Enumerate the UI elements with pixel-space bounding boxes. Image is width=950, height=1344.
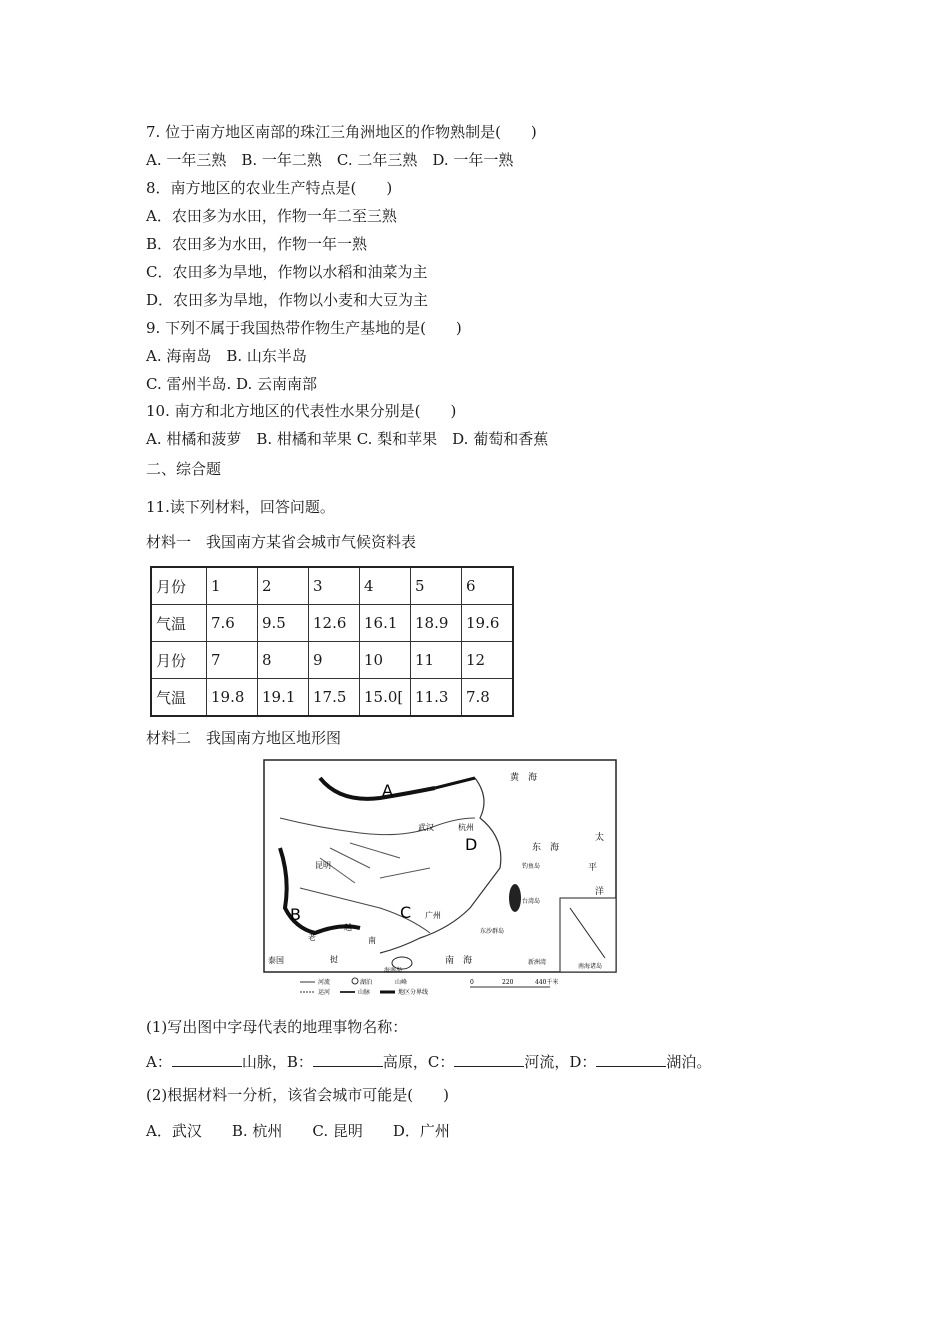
table-cell: 7 bbox=[207, 642, 258, 679]
q10-options: A. 柑橘和菠萝 B. 柑橘和苹果 C. 梨和苹果 D. 葡萄和香蕉 bbox=[146, 430, 549, 448]
place-label: 海南岛 bbox=[384, 967, 403, 974]
table-cell: 8 bbox=[258, 642, 309, 679]
map-letter-c: C bbox=[400, 903, 412, 922]
q10-stem: 10. 南方和北方地区的代表性水果分别是( ) bbox=[146, 402, 457, 420]
sea-label: 黄 海 bbox=[510, 773, 538, 783]
sea-label: 南 海 bbox=[445, 956, 473, 966]
answer-blank-b[interactable] bbox=[313, 1050, 383, 1067]
q8-option-c: C．农田多为旱地，作物以水稻和油菜为主 bbox=[146, 263, 428, 281]
label-c-suffix: 河流，D： bbox=[524, 1053, 597, 1071]
q7-options: A. 一年三熟 B. 一年二熟 C. 二年三熟 D. 一年一熟 bbox=[146, 151, 514, 169]
q8-stem: 8．南方地区的农业生产特点是( ) bbox=[146, 179, 393, 197]
sea-label: 太 bbox=[595, 833, 605, 843]
table-cell: 9 bbox=[309, 642, 360, 679]
table-row bbox=[151, 605, 513, 642]
place-label: 南海诸岛 bbox=[578, 963, 603, 970]
place-label: 武汉 bbox=[418, 823, 434, 832]
table-cell: 11 bbox=[411, 642, 462, 679]
table-cell: 月份 bbox=[151, 642, 207, 679]
q7-stem: 7. 位于南方地区南部的珠江三角洲地区的作物熟制是( ) bbox=[146, 123, 537, 141]
table-cell: 月份 bbox=[151, 567, 207, 605]
answer-blank-c[interactable] bbox=[454, 1050, 524, 1067]
q11-stem: 11.读下列材料，回答问题。 bbox=[146, 498, 335, 516]
sub2-stem: (2)根据材料一分析，该省会城市可能是( ) bbox=[146, 1086, 449, 1104]
place-label: 昆明 bbox=[315, 861, 331, 870]
taiwan-island bbox=[509, 884, 521, 912]
label-d-suffix: 湖泊。 bbox=[666, 1053, 712, 1071]
sub2-options: A．武汉 B. 杭州 C. 昆明 D．广州 bbox=[146, 1122, 450, 1140]
table-cell: 18.9 bbox=[411, 605, 462, 642]
table-cell: 4 bbox=[360, 567, 411, 605]
q8-option-d: D．农田多为旱地，作物以小麦和大豆为主 bbox=[146, 291, 429, 309]
sea-label: 东 海 bbox=[532, 843, 560, 853]
place-label: 挝 bbox=[330, 955, 338, 964]
place-label: 台湾岛 bbox=[522, 898, 541, 905]
table-cell: 6 bbox=[462, 567, 514, 605]
table-cell: 19.1 bbox=[258, 679, 309, 717]
place-label: 广州 bbox=[425, 911, 441, 920]
table-cell: 2 bbox=[258, 567, 309, 605]
q9-options-ab: A. 海南岛 B. 山东半岛 bbox=[146, 347, 307, 365]
table-cell: 气温 bbox=[151, 605, 207, 642]
map-letter-d: D bbox=[465, 835, 478, 854]
table-cell: 3 bbox=[309, 567, 360, 605]
section-title: 二、综合题 bbox=[146, 460, 222, 478]
material1-caption: 材料一 我国南方某省会城市气候资料表 bbox=[146, 533, 417, 551]
table-cell: 17.5 bbox=[309, 679, 360, 717]
map-letter-b: B bbox=[290, 905, 301, 924]
sea-label: 平 bbox=[588, 863, 598, 873]
answer-blank-d[interactable] bbox=[596, 1050, 666, 1067]
legend-label: 河流 bbox=[318, 979, 331, 986]
table-cell: 9.5 bbox=[258, 605, 309, 642]
legend-label: 220 bbox=[502, 979, 514, 986]
answer-blank-a[interactable] bbox=[172, 1050, 242, 1067]
table-cell: 15.0[ bbox=[360, 679, 411, 717]
table-cell: 5 bbox=[411, 567, 462, 605]
table-cell: 12.6 bbox=[309, 605, 360, 642]
table-cell: 10 bbox=[360, 642, 411, 679]
place-label: 新洲湾 bbox=[528, 959, 547, 966]
table-cell: 7.8 bbox=[462, 679, 514, 717]
table-cell: 16.1 bbox=[360, 605, 411, 642]
sub1-stem: (1)写出图中字母代表的地理事物名称： bbox=[146, 1018, 408, 1036]
label-a-suffix: 山脉，B： bbox=[241, 1053, 313, 1071]
legend-label: 山峰 bbox=[395, 979, 408, 986]
map-legend bbox=[300, 978, 558, 996]
legend-label: 地区分界线 bbox=[398, 989, 429, 996]
table-row bbox=[151, 679, 513, 717]
table-cell: 11.3 bbox=[411, 679, 462, 717]
label-b-suffix: 高原，C： bbox=[382, 1053, 455, 1071]
map-letter-a: A bbox=[382, 781, 393, 800]
table-cell: 12 bbox=[462, 642, 514, 679]
place-label: 钓鱼岛 bbox=[522, 863, 541, 870]
table-cell: 19.6 bbox=[462, 605, 514, 642]
q9-options-cd: C. 雷州半岛. D. 云南南部 bbox=[146, 375, 318, 393]
table-row bbox=[151, 642, 513, 679]
sub1-answer-line bbox=[146, 1050, 711, 1072]
table-cell: 气温 bbox=[151, 679, 207, 717]
legend-label: 山脉 bbox=[358, 989, 371, 996]
table-row bbox=[151, 567, 513, 605]
legend-label: 440千米 bbox=[535, 979, 559, 986]
q8-option-b: B．农田多为水田，作物一年一熟 bbox=[146, 235, 368, 253]
legend-label: 0 bbox=[470, 979, 474, 986]
south-china-terrain-map bbox=[260, 758, 620, 998]
place-label: 东沙群岛 bbox=[480, 928, 505, 935]
place-label: 泰国 bbox=[268, 956, 284, 965]
place-label: 越 bbox=[344, 923, 352, 932]
q9-stem: 9. 下列不属于我国热带作物生产基地的是( ) bbox=[146, 319, 462, 337]
climate-table bbox=[150, 566, 514, 717]
legend-lake-symbol bbox=[352, 978, 358, 984]
sea-label: 洋 bbox=[595, 887, 605, 897]
place-label: 南 bbox=[368, 936, 376, 945]
legend-label: 运河 bbox=[318, 989, 331, 996]
material2-caption: 材料二 我国南方地区地形图 bbox=[146, 729, 342, 747]
south-sea-inset bbox=[560, 898, 616, 972]
legend-label: 湖泊 bbox=[360, 979, 373, 986]
label-a: A： bbox=[146, 1053, 172, 1071]
table-cell: 7.6 bbox=[207, 605, 258, 642]
table-cell: 19.8 bbox=[207, 679, 258, 717]
place-label: 杭州 bbox=[458, 823, 474, 832]
q8-option-a: A．农田多为水田，作物一年二至三熟 bbox=[146, 207, 397, 225]
table-cell: 1 bbox=[207, 567, 258, 605]
place-label: 老 bbox=[308, 933, 316, 942]
